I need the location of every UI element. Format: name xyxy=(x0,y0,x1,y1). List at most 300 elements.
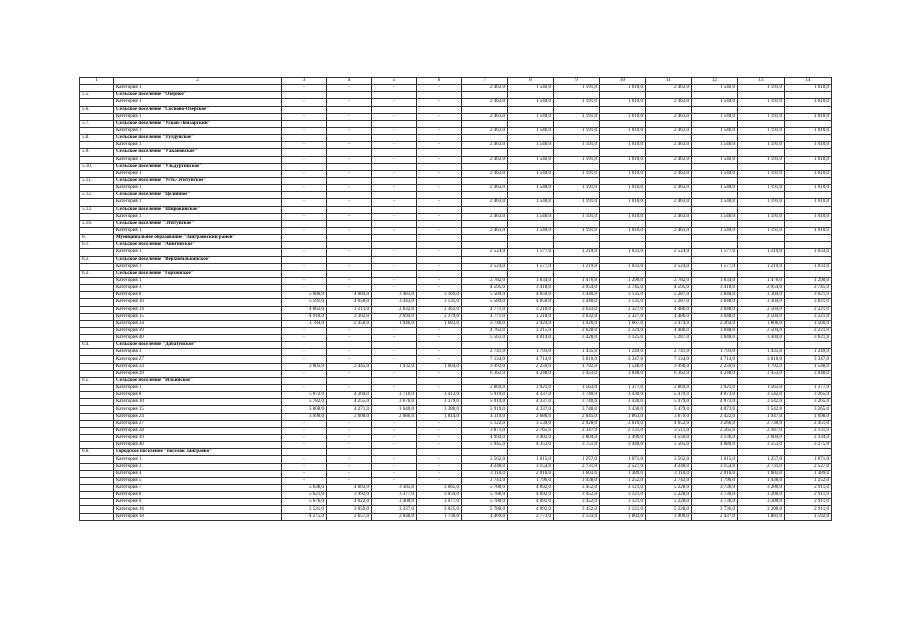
value-cell: 1 476,0 xyxy=(554,277,600,284)
value-cell xyxy=(692,377,738,384)
row-number xyxy=(80,335,114,342)
value-cell xyxy=(282,206,327,213)
value-cell: 2 745,0 xyxy=(785,285,832,292)
table-row xyxy=(80,320,832,327)
value-cell: - xyxy=(282,277,327,284)
value-cell: 3 265,0 xyxy=(785,392,832,399)
value-cell: - xyxy=(327,456,372,463)
value-cell: 1 219,0 xyxy=(738,263,785,270)
value-cell xyxy=(508,177,554,184)
value-cell xyxy=(738,270,785,277)
value-cell: - xyxy=(282,199,327,206)
value-cell xyxy=(646,270,692,277)
value-cell: 1 792,0 xyxy=(554,363,600,370)
section-row xyxy=(80,92,832,99)
row-number xyxy=(80,320,114,327)
value-cell: 5 782,0 xyxy=(282,399,327,406)
value-cell xyxy=(372,377,417,384)
value-cell xyxy=(327,242,372,249)
row-name: Категория 10 xyxy=(114,399,282,406)
value-cell: 6 362,0 xyxy=(462,370,508,377)
row-number: 5.10. xyxy=(80,163,114,170)
row-number xyxy=(80,499,114,506)
value-cell: 5 228,0 xyxy=(646,492,692,499)
value-cell xyxy=(554,242,600,249)
value-cell: 3 452,0 xyxy=(554,492,600,499)
value-cell: - xyxy=(372,99,417,106)
row-number xyxy=(80,127,114,134)
value-cell: - xyxy=(372,213,417,220)
row-number xyxy=(80,156,114,163)
table-row xyxy=(80,356,832,363)
value-cell: - xyxy=(282,435,327,442)
row-number xyxy=(80,485,114,492)
value-cell: 1 563,0 xyxy=(554,385,600,392)
value-cell: 2 524,0 xyxy=(646,263,692,270)
value-cell: 1 010,0 xyxy=(600,156,646,163)
value-cell xyxy=(372,92,417,99)
value-cell: 3 065,0 xyxy=(417,485,462,492)
value-cell xyxy=(738,192,785,199)
row-name: Категория 27 xyxy=(114,356,282,363)
value-cell: 1 191,0 xyxy=(738,227,785,234)
table-row xyxy=(80,327,832,334)
value-cell: 2 504,0 xyxy=(738,306,785,313)
value-cell: 3 542,0 xyxy=(738,392,785,399)
value-cell: 3 740,0 xyxy=(554,392,600,399)
value-cell: - xyxy=(327,85,372,92)
section-row xyxy=(80,242,832,249)
value-cell: 1 191,0 xyxy=(554,185,600,192)
value-cell xyxy=(372,270,417,277)
value-cell: 5 228,0 xyxy=(646,506,692,513)
value-cell xyxy=(508,206,554,213)
value-cell: 2 221,0 xyxy=(785,313,832,320)
value-cell: 3 740,0 xyxy=(554,406,600,413)
value-cell xyxy=(785,177,832,184)
value-cell: 4 337,0 xyxy=(508,406,554,413)
value-cell: 3 483,0 xyxy=(372,292,417,299)
value-cell: - xyxy=(327,470,372,477)
value-cell xyxy=(417,220,462,227)
table-row xyxy=(80,99,832,106)
value-cell: 3 453,0 xyxy=(738,370,785,377)
row-number xyxy=(80,185,114,192)
value-cell: 2 527,0 xyxy=(600,463,646,470)
value-cell: 7 134,0 xyxy=(646,356,692,363)
value-cell xyxy=(785,92,832,99)
value-cell: 3 077,0 xyxy=(417,499,462,506)
value-cell: - xyxy=(417,156,462,163)
header-cell: 2 xyxy=(114,78,282,85)
row-name: Категория 1 xyxy=(114,263,282,270)
value-cell: - xyxy=(417,170,462,177)
value-cell: 2 869,0 xyxy=(462,385,508,392)
value-cell: 2 463,0 xyxy=(646,142,692,149)
row-number: 5.14. xyxy=(80,220,114,227)
value-cell xyxy=(646,235,692,242)
row-number xyxy=(80,385,114,392)
value-cell: - xyxy=(327,156,372,163)
value-cell: 4 714,0 xyxy=(508,356,554,363)
value-cell: 1 010,0 xyxy=(600,142,646,149)
value-cell: - xyxy=(417,327,462,334)
value-cell: 1 389,0 xyxy=(785,470,832,477)
value-cell: 3 021,0 xyxy=(785,292,832,299)
value-cell xyxy=(785,206,832,213)
table-row xyxy=(80,127,832,134)
value-cell: 3 090,0 xyxy=(282,413,327,420)
value-cell: - xyxy=(282,327,327,334)
header-cell: 10 xyxy=(600,78,646,85)
value-cell: 2 327,0 xyxy=(600,313,646,320)
value-cell: 1 698,0 xyxy=(785,413,832,420)
value-cell: 4 073,0 xyxy=(692,399,738,406)
value-cell: 1 796,0 xyxy=(692,477,738,484)
value-cell: 2 911,0 xyxy=(785,506,832,513)
row-name: Категория 1 xyxy=(114,199,282,206)
value-cell: 2 524,0 xyxy=(462,263,508,270)
value-cell xyxy=(508,163,554,170)
value-cell: 1 540,0 xyxy=(508,213,554,220)
value-cell: 2 016,0 xyxy=(692,470,738,477)
table-row xyxy=(80,506,832,513)
table-row xyxy=(80,399,832,406)
row-number: 6. xyxy=(80,235,114,242)
section-row xyxy=(80,235,832,242)
value-cell xyxy=(554,120,600,127)
value-cell: 4 119,0 xyxy=(462,413,508,420)
value-cell: - xyxy=(372,442,417,449)
value-cell: 1 921,0 xyxy=(508,385,554,392)
header-cell: 1 xyxy=(80,78,114,85)
row-name: Категория 1 xyxy=(114,385,282,392)
table-row xyxy=(80,463,832,470)
value-cell xyxy=(462,377,508,384)
value-cell: - xyxy=(417,127,462,134)
value-cell xyxy=(372,106,417,113)
value-cell xyxy=(600,220,646,227)
table-row xyxy=(80,456,832,463)
value-cell: 5 680,0 xyxy=(282,292,327,299)
value-cell xyxy=(417,242,462,249)
value-cell: 1 010,0 xyxy=(785,227,832,234)
header-cell: 8 xyxy=(508,78,554,85)
value-cell: 1 540,0 xyxy=(508,99,554,106)
row-name: Сельское поселение "Ильинское" xyxy=(114,377,282,384)
value-cell: 4 248,0 xyxy=(646,463,692,470)
row-name: Категория 28 xyxy=(114,427,282,434)
value-cell: 3 751,0 xyxy=(554,442,600,449)
value-cell xyxy=(327,256,372,263)
table-row xyxy=(80,170,832,177)
value-cell: 1 010,0 xyxy=(785,99,832,106)
value-cell: 1 010,0 xyxy=(600,127,646,134)
value-cell xyxy=(462,135,508,142)
value-cell xyxy=(417,206,462,213)
value-cell: 3 848,0 xyxy=(692,299,738,306)
row-number xyxy=(80,370,114,377)
table-row xyxy=(80,113,832,120)
value-cell xyxy=(692,449,738,456)
value-cell xyxy=(692,192,738,199)
value-cell: 3 848,0 xyxy=(692,335,738,342)
value-cell xyxy=(554,177,600,184)
value-cell xyxy=(600,120,646,127)
value-cell: 5 919,0 xyxy=(462,406,508,413)
value-cell xyxy=(738,235,785,242)
value-cell xyxy=(785,377,832,384)
table-row xyxy=(80,185,832,192)
value-cell: 3 136,0 xyxy=(692,435,738,442)
value-cell xyxy=(282,149,327,156)
value-cell: 2 743,0 xyxy=(646,477,692,484)
value-cell: 3 412,0 xyxy=(417,392,462,399)
value-cell: - xyxy=(417,427,462,434)
section-row xyxy=(80,342,832,349)
value-cell xyxy=(282,120,327,127)
value-cell: 2 259,0 xyxy=(508,363,554,370)
value-cell xyxy=(646,342,692,349)
value-cell: 1 010,0 xyxy=(600,213,646,220)
value-cell: 2 463,0 xyxy=(462,127,508,134)
row-number xyxy=(80,477,114,484)
value-cell: 5 589,0 xyxy=(462,292,508,299)
value-cell xyxy=(646,449,692,456)
value-cell xyxy=(282,449,327,456)
value-cell: 1 540,0 xyxy=(692,99,738,106)
row-name: Категория 1 xyxy=(114,249,282,256)
value-cell: 3 025,0 xyxy=(417,506,462,513)
value-cell: 1 540,0 xyxy=(508,127,554,134)
value-cell: 4 255,0 xyxy=(327,399,372,406)
row-name: Категория 40 xyxy=(114,335,282,342)
value-cell xyxy=(508,256,554,263)
header-cell: 12 xyxy=(692,78,738,85)
value-cell: 3 337,0 xyxy=(372,506,417,513)
value-cell xyxy=(692,120,738,127)
value-cell: - xyxy=(417,356,462,363)
value-cell: 3 784,0 xyxy=(282,320,327,327)
value-cell: 2 628,0 xyxy=(554,327,600,334)
value-cell: 1 010,0 xyxy=(600,199,646,206)
value-cell: 2 463,0 xyxy=(646,199,692,206)
value-cell: 2 221,0 xyxy=(785,306,832,313)
value-cell: 3 443,0 xyxy=(372,299,417,306)
table-row xyxy=(80,420,832,427)
value-cell: 2 221,0 xyxy=(785,327,832,334)
value-cell: - xyxy=(327,335,372,342)
value-cell xyxy=(646,377,692,384)
value-cell: 4 994,0 xyxy=(462,435,508,442)
value-cell: 1 010,0 xyxy=(600,113,646,120)
value-cell: - xyxy=(372,142,417,149)
value-cell: 1 257,0 xyxy=(554,456,600,463)
value-cell: 2 463,0 xyxy=(462,170,508,177)
value-cell: 3 736,0 xyxy=(692,492,738,499)
value-cell: 2 463,0 xyxy=(462,156,508,163)
value-cell: 1 540,0 xyxy=(692,85,738,92)
row-name: Категория 3 xyxy=(114,463,282,470)
value-cell xyxy=(600,206,646,213)
table-row xyxy=(80,385,832,392)
value-cell: 5 287,0 xyxy=(646,292,692,299)
value-cell: 4 486,0 xyxy=(646,313,692,320)
value-cell: 1 010,0 xyxy=(785,199,832,206)
value-cell xyxy=(462,163,508,170)
row-number xyxy=(80,142,114,149)
value-cell xyxy=(417,192,462,199)
value-cell: 3 021,0 xyxy=(785,335,832,342)
value-cell: - xyxy=(327,199,372,206)
value-cell: 2 499,0 xyxy=(600,435,646,442)
value-cell: - xyxy=(282,385,327,392)
value-cell: 2 422,0 xyxy=(692,413,738,420)
value-cell: 2 911,0 xyxy=(785,485,832,492)
value-cell: 5 479,0 xyxy=(646,399,692,406)
value-cell xyxy=(692,149,738,156)
value-cell: 5 638,0 xyxy=(282,485,327,492)
value-cell xyxy=(738,220,785,227)
value-cell xyxy=(738,242,785,249)
value-cell: - xyxy=(327,442,372,449)
value-cell: 2 741,0 xyxy=(462,349,508,356)
value-cell: 2 504,0 xyxy=(738,313,785,320)
value-cell: - xyxy=(417,113,462,120)
row-number: 5.8. xyxy=(80,135,114,142)
value-cell xyxy=(785,242,832,249)
value-cell xyxy=(646,163,692,170)
header-cell: 5 xyxy=(372,78,417,85)
value-cell: - xyxy=(372,227,417,234)
value-cell: 1 010,0 xyxy=(600,170,646,177)
value-cell: - xyxy=(417,370,462,377)
value-cell: 1 592,0 xyxy=(785,513,832,520)
value-cell: 3 347,0 xyxy=(600,356,646,363)
value-cell xyxy=(372,242,417,249)
value-cell: 3 347,0 xyxy=(785,356,832,363)
value-cell: 1 249,0 xyxy=(785,349,832,356)
value-cell: 4 050,0 xyxy=(327,299,372,306)
value-cell: - xyxy=(372,463,417,470)
value-cell: - xyxy=(372,156,417,163)
row-number xyxy=(80,327,114,334)
value-cell: 1 219,0 xyxy=(738,249,785,256)
table-row xyxy=(80,249,832,256)
value-cell xyxy=(785,342,832,349)
value-cell: - xyxy=(282,477,327,484)
value-cell: 1 191,0 xyxy=(738,142,785,149)
value-cell xyxy=(327,235,372,242)
value-cell: 2 463,0 xyxy=(646,227,692,234)
row-number: 5.11. xyxy=(80,177,114,184)
value-cell xyxy=(417,106,462,113)
value-cell: 4 248,0 xyxy=(462,463,508,470)
table-row xyxy=(80,285,832,292)
table-row xyxy=(80,349,832,356)
value-cell: 5 945,0 xyxy=(462,442,508,449)
value-cell: 2 379,0 xyxy=(417,313,462,320)
row-number xyxy=(80,492,114,499)
value-cell xyxy=(785,192,832,199)
value-cell: 3 121,0 xyxy=(600,499,646,506)
value-cell: - xyxy=(327,113,372,120)
value-cell: 2 565,0 xyxy=(692,427,738,434)
value-cell xyxy=(417,149,462,156)
value-cell: - xyxy=(372,277,417,284)
section-row xyxy=(80,256,832,263)
value-cell: 4 269,0 xyxy=(327,392,372,399)
value-cell: 1 010,0 xyxy=(785,170,832,177)
value-cell xyxy=(785,120,832,127)
value-cell: 2 633,0 xyxy=(554,306,600,313)
value-cell: 1 290,0 xyxy=(785,277,832,284)
value-cell: - xyxy=(282,227,327,234)
table-row xyxy=(80,499,832,506)
value-cell: 3 121,0 xyxy=(600,485,646,492)
row-name: Категория 39 xyxy=(114,435,282,442)
value-cell: 1 540,0 xyxy=(692,127,738,134)
row-name: Категория 24 xyxy=(114,363,282,370)
value-cell: 1 249,0 xyxy=(600,349,646,356)
value-cell: 2 782,0 xyxy=(646,277,692,284)
row-number: 6.5. xyxy=(80,377,114,384)
value-cell: - xyxy=(372,170,417,177)
value-cell: 4 022,0 xyxy=(327,499,372,506)
value-cell: 3 746,0 xyxy=(462,320,508,327)
value-cell: 1 071,0 xyxy=(785,456,832,463)
value-cell xyxy=(785,149,832,156)
value-cell: 1 834,0 xyxy=(692,277,738,284)
value-cell: 1 664,0 xyxy=(417,363,462,370)
value-cell xyxy=(462,235,508,242)
value-cell xyxy=(372,342,417,349)
value-cell: 3 496,0 xyxy=(646,363,692,370)
value-cell xyxy=(646,220,692,227)
value-cell xyxy=(508,449,554,456)
value-cell: 3 169,0 xyxy=(417,292,462,299)
value-cell: - xyxy=(417,249,462,256)
value-cell: 3 453,0 xyxy=(554,370,600,377)
value-cell: 1 435,0 xyxy=(554,349,600,356)
value-cell: 2 327,0 xyxy=(600,306,646,313)
value-cell: 3 440,0 xyxy=(554,299,600,306)
table-row xyxy=(80,435,832,442)
value-cell: 2 463,0 xyxy=(646,85,692,92)
table-row xyxy=(80,299,832,306)
value-cell xyxy=(372,149,417,156)
value-cell: - xyxy=(417,456,462,463)
section-row xyxy=(80,177,832,184)
value-cell xyxy=(327,149,372,156)
value-cell: 2 527,0 xyxy=(785,463,832,470)
value-cell: 1 577,0 xyxy=(508,263,554,270)
value-cell: - xyxy=(282,170,327,177)
value-cell xyxy=(372,163,417,170)
value-cell: 1 191,0 xyxy=(738,156,785,163)
value-cell xyxy=(462,106,508,113)
value-cell: 2 086,0 xyxy=(372,413,417,420)
value-cell: 2 451,0 xyxy=(785,420,832,427)
row-number: 5.7. xyxy=(80,120,114,127)
value-cell: 2 463,0 xyxy=(646,127,692,134)
value-cell: 4 050,0 xyxy=(508,292,554,299)
value-cell: - xyxy=(372,327,417,334)
value-cell: 3 418,0 xyxy=(692,285,738,292)
value-cell xyxy=(327,106,372,113)
row-number: 6.3. xyxy=(80,270,114,277)
row-name: Категория 1 xyxy=(114,85,282,92)
